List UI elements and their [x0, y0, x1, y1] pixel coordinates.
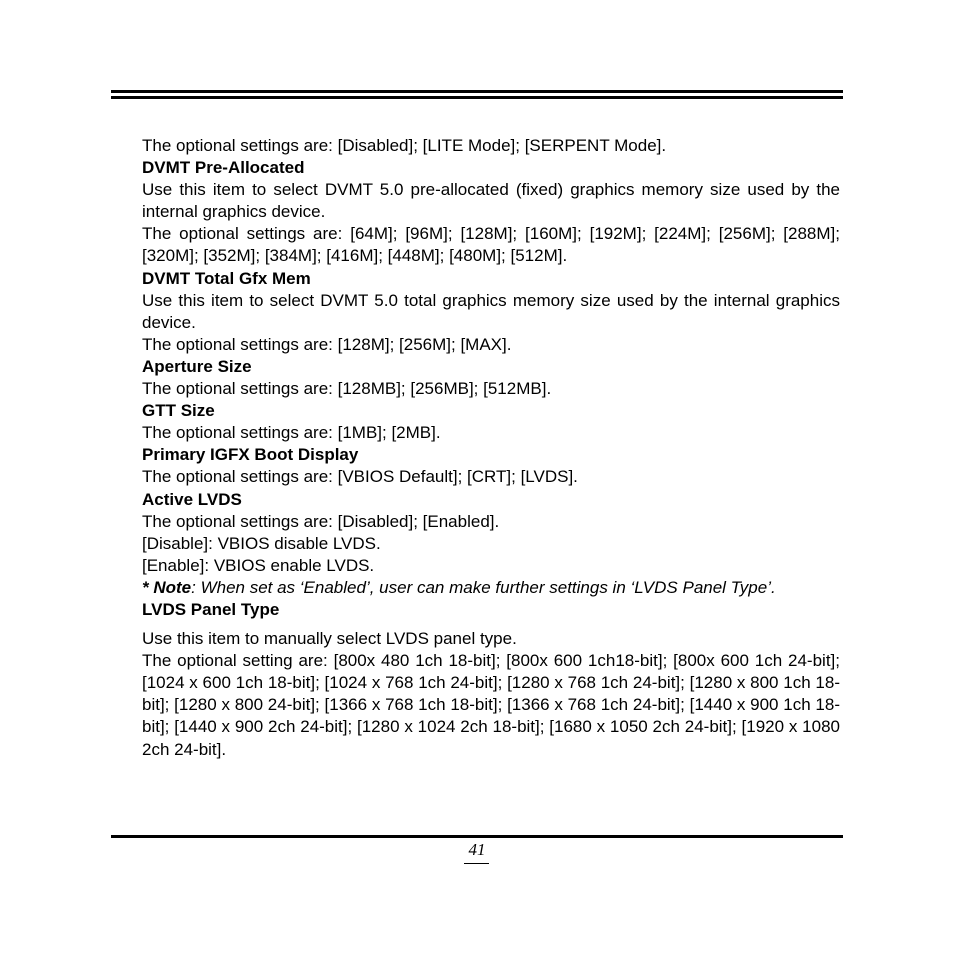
section-heading-aperture-size: Aperture Size [142, 356, 252, 376]
section-heading-gtt-size: GTT Size [142, 401, 215, 421]
note-paragraph [142, 577, 840, 599]
paragraph: The optional settings are: [Disabled]; [LITE Mode]; [SERPENT Mode]. [142, 136, 667, 155]
header-rule-top [111, 90, 843, 93]
paragraph: The optional settings are: [128M]; [256M]; [MAX]. [142, 334, 512, 354]
paragraph: The optional settings are: [VBIOS Default]; [CRT]; [LVDS]. [142, 467, 578, 487]
section-heading-lvds-panel-type: LVDS Panel Type [142, 599, 280, 619]
footer-rule [111, 835, 843, 838]
paragraph: [Enable]: VBIOS enable LVDS. [142, 555, 375, 575]
section-heading-dvmt-total-gfx-mem: DVMT Total Gfx Mem [142, 268, 311, 288]
page-number: 41 [468, 840, 486, 859]
paragraph: [Disable]: VBIOS disable LVDS. [142, 533, 381, 553]
paragraph: Use this item to select DVMT 5.0 total graphics memory size used by the internal graphics device. [142, 290, 840, 332]
paragraph: Use this item to manually select LVDS panel type. [142, 629, 517, 649]
paragraph: The optional settings are: [128MB]; [256MB]; [512MB]. [142, 379, 552, 399]
note-text: : When set as ‘Enabled’, user can make further settings in ‘LVDS Panel Type’. [191, 577, 776, 597]
paragraph: The optional settings are: [64M]; [96M]; [128M]; [160M]; [192M]; [224M]; [256M]; [288M]; [320M]; [352M]; [384M]; [416M]; [448M]; [480M]; [512M]. [142, 224, 840, 266]
section-heading-primary-igfx-boot-display: Primary IGFX Boot Display [142, 445, 359, 465]
page-number-underline [464, 863, 489, 864]
paragraph: The optional setting are: [800x 480 1ch 18-bit]; [800x 600 1ch18-bit]; [800x 600 1ch 24-bit]; [1024 x 600 1ch 18-bit]; [1024 x 768 1ch 24-bit]; [1280 x 768 1ch 24-bit]; [1280 x 800 1ch 18-bit]; [1280 x 800 24-bit]; [1366 x 768 1ch 18-bit]; [1366 x 768 1ch 24-bit]; [1440 x 900 1ch 18-bit]; [1440 x 900 2ch 24-bit]; [1280 x 1024 2ch 18-bit]; [1680 x 1050 2ch 24-bit]; [1920 x 1080 2ch 24-bit]. [142, 651, 840, 759]
page-content [142, 135, 840, 761]
header-rule-bottom [111, 96, 843, 99]
note-label: * Note [142, 577, 192, 597]
paragraph: Use this item to select DVMT 5.0 pre-allocated (fixed) graphics memory size used by the internal graphics device. [142, 180, 840, 222]
section-heading-active-lvds: Active LVDS [142, 489, 242, 509]
paragraph: The optional settings are: [Disabled]; [Enabled]. [142, 511, 500, 531]
section-heading-dvmt-pre-allocated: DVMT Pre-Allocated [142, 158, 305, 178]
paragraph: The optional settings are: [1MB]; [2MB]. [142, 423, 441, 443]
